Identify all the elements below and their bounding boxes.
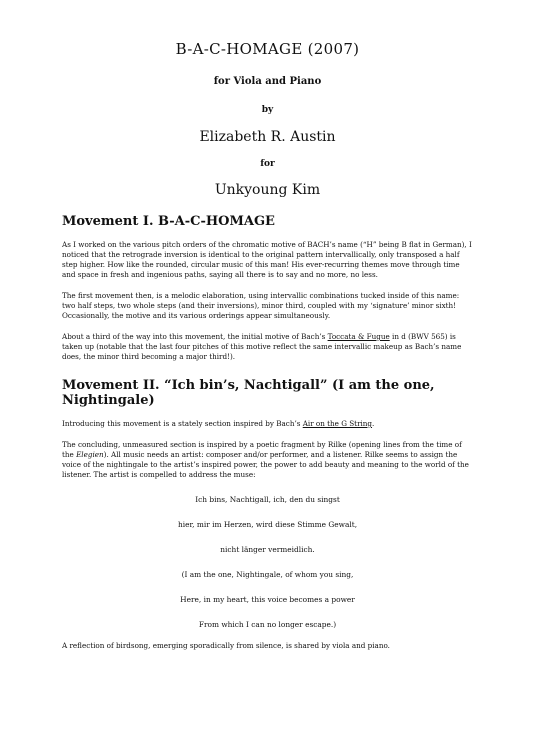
- elegien-title: Elegien: [76, 450, 104, 459]
- text-span: The concluding, unmeasured section is inspired by a poetic fragment by Rilke (opening lines from the time of the: [62, 440, 462, 459]
- text-span: ). All music needs an artist: composer and/or performer, and a listener. Rilke seems to assign the voice of the nightingale to the artist’s inspired power, the power to add beauty and meaning to the world of the listener. The artist is compelled to address the muse:: [62, 450, 469, 479]
- toccata-fugue-link[interactable]: Toccata & Fugue: [327, 332, 390, 341]
- document-page: [0, 40, 533, 751]
- for-label: for: [260, 159, 275, 169]
- movement-2-paragraph-1: [62, 419, 473, 429]
- poem-line: Here, in my heart, this voice becomes a power: [180, 595, 355, 604]
- by-label: by: [261, 105, 274, 115]
- movement-1-paragraph-3: [62, 332, 473, 362]
- movement-2-heading: Movement II. “Ich bin’s, Nachtigall” (I am the one, Nightingale): [62, 378, 435, 408]
- poem-line: hier, mir im Herzen, wird diese Stimme Gewalt,: [177, 520, 358, 529]
- movement-1-heading: Movement I. B-A-C-HOMAGE: [62, 214, 275, 229]
- movement-1-paragraph-1: As I worked on the various pitch orders of the chromatic motive of BACH’s name (“H” being B flat in German), I noticed that the retrograde inversion is identical to the original pattern intervallically, only transposed a half step higher. How like the rounded, circular music of this man! His ever-recurring themes move through time and space in fresh and ingenious paths, saying all there is to say and no more, no less.: [62, 240, 472, 279]
- text-span: Introducing this movement is a stately section inspired by Bach’s: [62, 419, 303, 428]
- poem-line: From which I can no longer escape.): [198, 620, 337, 629]
- composer-name: Elizabeth R. Austin: [199, 129, 336, 145]
- poem-line: (I am the one, Nightingale, of whom you sing,: [181, 570, 354, 579]
- poem-line: nicht länger vermeidlich.: [220, 545, 315, 554]
- dedicatee-name: Unkyoung Kim: [214, 182, 321, 198]
- text-span: in d (BWV 565) is taken up (notable that the last four pitches of this motive reflect the same intervallic makeup as Bach’s name does, the minor third becoming a major third!).: [62, 332, 462, 361]
- instrumentation: for Viola and Piano: [213, 76, 322, 87]
- closing-paragraph: A reflection of birdsong, emerging sporadically from silence, is shared by viola and piano.: [62, 641, 390, 650]
- movement-2-paragraph-2: [62, 440, 473, 480]
- air-g-string-link[interactable]: Air on the G String: [302, 419, 373, 428]
- movement-1-paragraph-2: The first movement then, is a melodic elaboration, using intervallic combinations tucked inside of this name: two half steps, two whole steps (and their inversions), minor third, coupled with my ‘signature’ minor sixth! Occasionally, the motive and its various orderings appear simultaneously.: [62, 291, 460, 320]
- work-title: B-A-C-HOMAGE (2007): [175, 40, 360, 58]
- poem-line: Ich bins, Nachtigall, ich, den du singst: [195, 495, 340, 504]
- text-span: About a third of the way into this movement, the initial motive of Bach’s: [62, 332, 328, 341]
- text-span: .: [372, 419, 375, 428]
